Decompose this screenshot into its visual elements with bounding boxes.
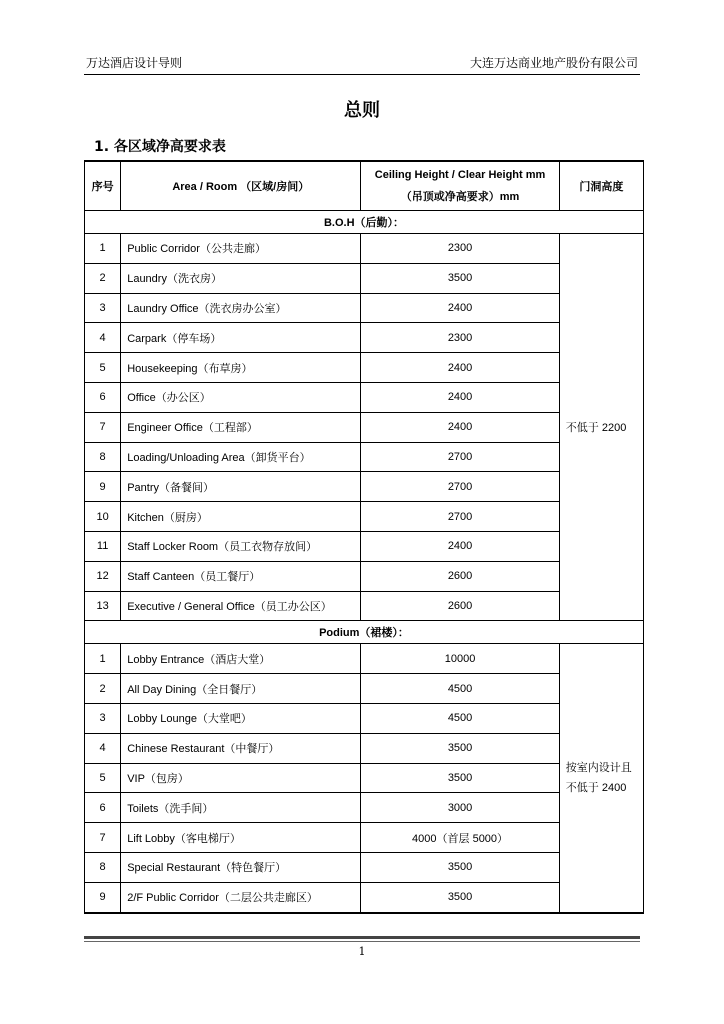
row-ceiling-height: 2400 [361, 412, 559, 442]
row-number: 9 [85, 472, 121, 502]
row-ceiling-height: 2700 [361, 502, 559, 532]
row-ceiling-height: 2300 [361, 234, 559, 264]
row-area: Special Restaurant（特色餐厅） [121, 852, 361, 882]
group-heading: B.O.H（后勤）： [85, 211, 644, 234]
row-number: 6 [85, 382, 121, 412]
door-height-value [559, 644, 643, 913]
page-number: 1 [358, 945, 366, 958]
row-number: 4 [85, 323, 121, 353]
door-height-line1: 按室内设计且 [565, 761, 632, 774]
table-row [85, 234, 644, 264]
row-ceiling-height: 4500 [361, 703, 559, 733]
row-number: 4 [85, 733, 121, 763]
row-area: Laundry（洗衣房） [121, 263, 361, 293]
section-heading: 1. 各区域净高要求表 [94, 139, 226, 155]
header-company-name: 大连万达商业地产股份有限公司 [469, 56, 638, 70]
row-ceiling-height: 2400 [361, 353, 559, 383]
row-area: Carpark（停车场） [121, 323, 361, 353]
column-header-ceiling-height [361, 161, 559, 211]
row-number: 6 [85, 793, 121, 823]
column-header-area: Area / Room （区域/房间） [121, 161, 361, 211]
row-area: Office（办公区） [121, 382, 361, 412]
row-number: 3 [85, 293, 121, 323]
row-area: Lift Lobby（客电梯厅） [121, 823, 361, 853]
row-ceiling-height: 2400 [361, 382, 559, 412]
row-number: 8 [85, 852, 121, 882]
group-heading: Podium（裙楼）： [85, 621, 644, 644]
row-area: Laundry Office（洗衣房办公室） [121, 293, 361, 323]
row-number: 8 [85, 442, 121, 472]
row-area: Lobby Entrance（酒店大堂） [121, 644, 361, 674]
row-ceiling-height: 3000 [361, 793, 559, 823]
header-left-title: 万达酒店设计导则 [86, 56, 183, 70]
ceiling-height-header-line1: Ceiling Height / Clear Height mm [374, 169, 546, 181]
row-area: VIP（包房） [121, 763, 361, 793]
row-area: 2/F Public Corridor（二层公共走廊区） [121, 882, 361, 912]
row-area: Toilets（洗手间） [121, 793, 361, 823]
row-ceiling-height: 4500 [361, 674, 559, 704]
row-area: Public Corridor（公共走廊） [121, 234, 361, 264]
table-row [85, 644, 644, 674]
row-ceiling-height: 4000（首层 5000） [361, 823, 559, 853]
row-ceiling-height: 3500 [361, 733, 559, 763]
table-header-row [85, 161, 644, 211]
footer-rule-thin [84, 941, 640, 942]
row-number: 12 [85, 561, 121, 591]
row-number: 1 [85, 234, 121, 264]
row-ceiling-height: 2400 [361, 531, 559, 561]
row-area: Engineer Office（工程部） [121, 412, 361, 442]
table-body [85, 211, 644, 913]
row-area: Lobby Lounge（大堂吧） [121, 703, 361, 733]
row-ceiling-height: 2700 [361, 472, 559, 502]
page-title: 总则 [344, 100, 380, 121]
row-ceiling-height: 3500 [361, 763, 559, 793]
row-area: All Day Dining（全日餐厅） [121, 674, 361, 704]
row-area: Loading/Unloading Area（卸货平台） [121, 442, 361, 472]
group-row [85, 211, 644, 234]
row-area: Staff Locker Room（员工衣物存放间） [121, 531, 361, 561]
group-row [85, 621, 644, 644]
row-number: 2 [85, 263, 121, 293]
row-number: 7 [85, 412, 121, 442]
row-number: 13 [85, 591, 121, 621]
row-ceiling-height: 2300 [361, 323, 559, 353]
row-area: Kitchen（厨房） [121, 502, 361, 532]
row-number: 1 [85, 644, 121, 674]
row-area: Housekeeping（布草房） [121, 353, 361, 383]
door-height-line2: 不低于 2400 [565, 781, 627, 794]
footer-rule-thick [84, 936, 640, 939]
row-number: 2 [85, 674, 121, 704]
row-ceiling-height: 2600 [361, 561, 559, 591]
row-ceiling-height: 2700 [361, 442, 559, 472]
clear-height-table [84, 160, 644, 914]
row-number: 10 [85, 502, 121, 532]
column-header-number: 序号 [85, 161, 121, 211]
row-ceiling-height: 3500 [361, 882, 559, 912]
row-number: 7 [85, 823, 121, 853]
row-number: 3 [85, 703, 121, 733]
row-number: 9 [85, 882, 121, 912]
column-header-door-height: 门洞高度 [559, 161, 643, 211]
row-area: Pantry（备餐间） [121, 472, 361, 502]
ceiling-height-header-line2: （吊顶或净高要求）mm [400, 191, 520, 203]
header-rule [84, 74, 640, 75]
row-area: Executive / General Office（员工办公区） [121, 591, 361, 621]
row-ceiling-height: 3500 [361, 263, 559, 293]
row-number: 5 [85, 353, 121, 383]
row-number: 5 [85, 763, 121, 793]
row-ceiling-height: 2600 [361, 591, 559, 621]
row-ceiling-height: 3500 [361, 852, 559, 882]
row-ceiling-height: 2400 [361, 293, 559, 323]
row-ceiling-height: 10000 [361, 644, 559, 674]
row-number: 11 [85, 531, 121, 561]
door-height-value: 不低于 2200 [559, 234, 643, 621]
row-area: Staff Canteen（员工餐厅） [121, 561, 361, 591]
row-area: Chinese Restaurant（中餐厅） [121, 733, 361, 763]
